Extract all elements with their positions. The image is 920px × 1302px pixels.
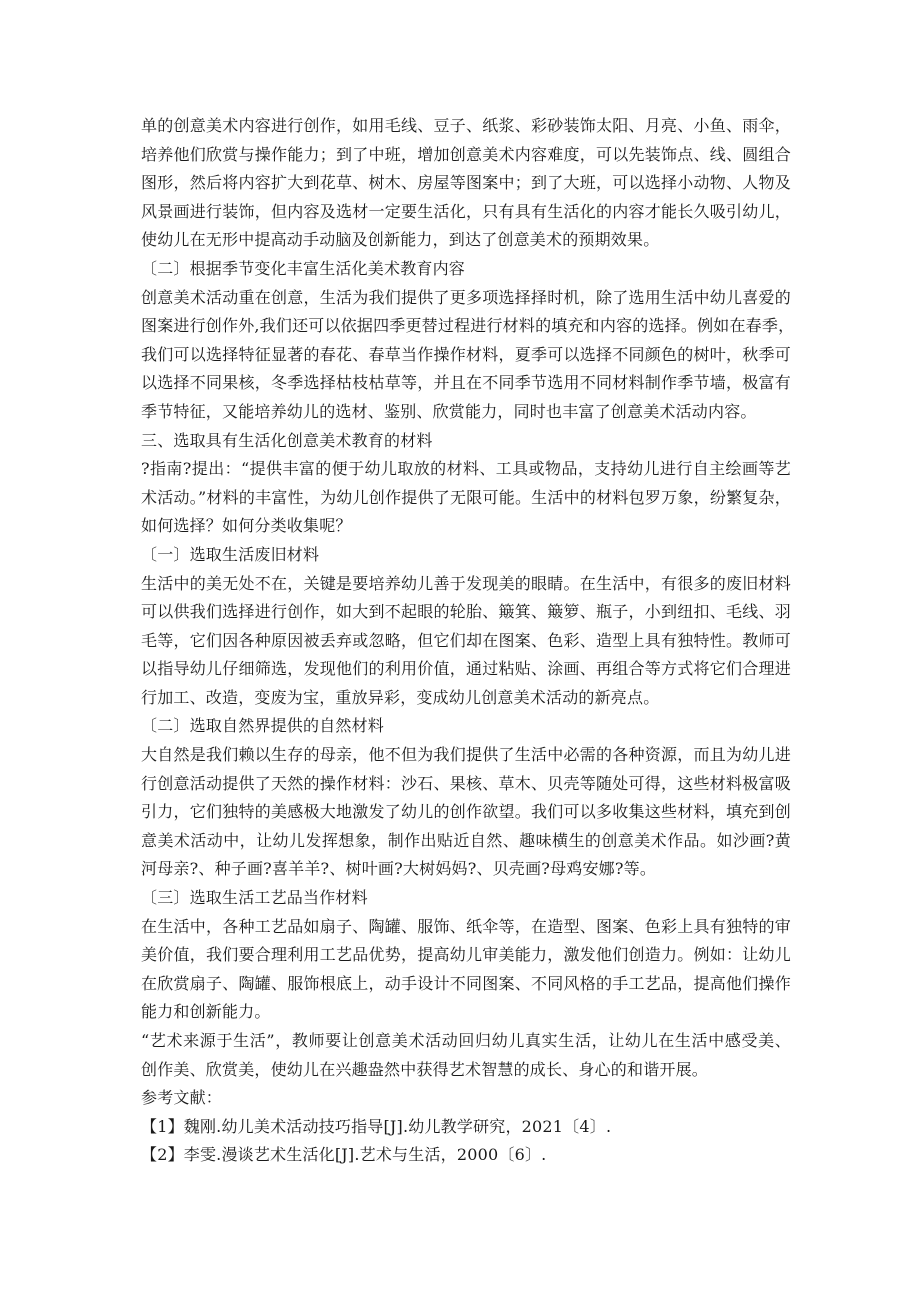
text-line: 单的创意美术内容进行创作，如用毛线、豆子、纸浆、彩砂装饰太阳、月亮、小鱼、雨伞， <box>141 116 791 135</box>
section-heading: 三、选取具有生活化创意美术教育的材料 <box>141 430 433 450</box>
reference-item: 【1】魏刚.幼儿美术活动技巧指导[J].幼儿教学研究，2021〔4〕. <box>141 1116 612 1136</box>
text-line: 生活中的美无处不在，关键是要培养幼儿善于发现美的眼睛。在生活中，有很多的废旧材料 <box>141 573 791 593</box>
reference-item: 【2】李雯.漫谈艺术生活化[J].艺术与生活，2000〔6〕. <box>141 1145 547 1165</box>
text-line: 在生活中，各种工艺品如扇子、陶罐、服饰、纸伞等，在造型、图案、色彩上具有独特的审 <box>141 916 791 936</box>
text-line: 创作美、欣赏美，使幼儿在兴趣盎然中获得艺术智慧的成长、身心的和谐开展。 <box>141 1059 709 1079</box>
text-line: 术活动。”材料的丰富性，为幼儿创作提供了无限可能。生活中的材料包罗万象，纷繁复杂， <box>141 487 791 507</box>
section-heading: 〔二〕根据季节变化丰富生活化美术教育内容 <box>141 258 466 278</box>
text-line: 季节特征，又能培养幼儿的选材、鉴别、欣赏能力，同时也丰富了创意美术活动内容。 <box>141 401 757 421</box>
text-line: 引力，它们独特的美感极大地激发了幼儿的创作欲望。我们可以多收集这些材料，填充到创 <box>141 802 791 822</box>
text-line: 以指导幼儿仔细筛选，发现他们的利用价值，通过粘贴、涂画、再组合等方式将它们合理进 <box>141 659 791 679</box>
text-line: 意美术活动中，让幼儿发挥想象，制作出贴近自然、趣味横生的创意美术作品。如沙画?黄 <box>141 830 791 850</box>
text-line: 毛等，它们因各种原因被丢弃或忽略，但它们却在图案、色彩、造型上具有独特性。教师可 <box>141 630 791 650</box>
references-heading: 参考文献： <box>141 1088 223 1108</box>
text-line: 可以供我们选择进行创作，如大到不起眼的轮胎、簸箕、簸箩、瓶子，小到纽扣、毛线、羽 <box>141 602 791 622</box>
text-line: 以选择不同果核，冬季选择枯枝枯草等，并且在不同季节选用不同材料制作季节墙，极富有 <box>141 373 791 393</box>
text-line: 创意美术活动重在创意，生活为我们提供了更多项选择择时机，除了选用生活中幼儿喜爱的 <box>141 287 791 307</box>
text-line: 风景画进行装饰，但内容及选材一定要生活化，只有具有生活化的内容才能长久吸引幼儿， <box>141 201 791 221</box>
text-line: 培养他们欣赏与操作能力；到了中班，增加创意美术内容难度，可以先装饰点、线、圆组合 <box>141 144 791 164</box>
text-line: 在欣赏扇子、陶罐、服饰根底上，动手设计不同图案、不同风格的手工艺品，提高他们操作 <box>141 973 791 993</box>
text-line: ?指南?提出：“提供丰富的便于幼儿取放的材料、工具或物品，支持幼儿进行自主绘画等艺 <box>141 459 791 479</box>
text-line: 我们可以选择特征显著的春花、春草当作操作材料，夏季可以选择不同颜色的树叶，秋季可 <box>141 344 791 364</box>
document-body <box>141 112 795 1170</box>
text-line: 河母亲?、种子画?喜羊羊?、树叶画?大树妈妈?、贝壳画?母鸡安娜?等。 <box>141 859 657 879</box>
text-line: 行创意活动提供了天然的操作材料：沙石、果核、草木、贝壳等随处可得，这些材料极富吸 <box>141 773 791 793</box>
text-line: 如何选择？如何分类收集呢？ <box>141 516 352 536</box>
text-line: 美价值，我们要合理利用工艺品优势，提高幼儿审美能力，激发他们创造力。例如：让幼儿 <box>141 945 791 965</box>
text-line: 能力和创新能力。 <box>141 1002 271 1022</box>
section-heading: 〔一〕选取生活废旧材料 <box>141 544 320 564</box>
section-heading: 〔三〕选取生活工艺品当作材料 <box>141 888 368 908</box>
section-heading: 〔二〕选取自然界提供的自然材料 <box>141 716 385 736</box>
text-line: 图案进行创作外,我们还可以依据四季更替过程进行材料的填充和内容的选择。例如在春季， <box>141 316 795 336</box>
text-line: 大自然是我们赖以生存的母亲，他不但为我们提供了生活中必需的各种资源，而且为幼儿进 <box>141 745 791 765</box>
text-line: 行加工、改造，变废为宝，重放异彩，变成幼儿创意美术活动的新亮点。 <box>141 687 660 707</box>
text-line: “艺术来源于生活”，教师要让创意美术活动回归幼儿真实生活，让幼儿在生活中感受美、 <box>141 1031 791 1050</box>
text-line: 图形，然后将内容扩大到花草、树木、房屋等图案中；到了大班，可以选择小动物、人物及 <box>141 173 791 193</box>
text-line: 使幼儿在无形中提高动手动脑及创新能力，到达了创意美术的预期效果。 <box>141 230 660 250</box>
